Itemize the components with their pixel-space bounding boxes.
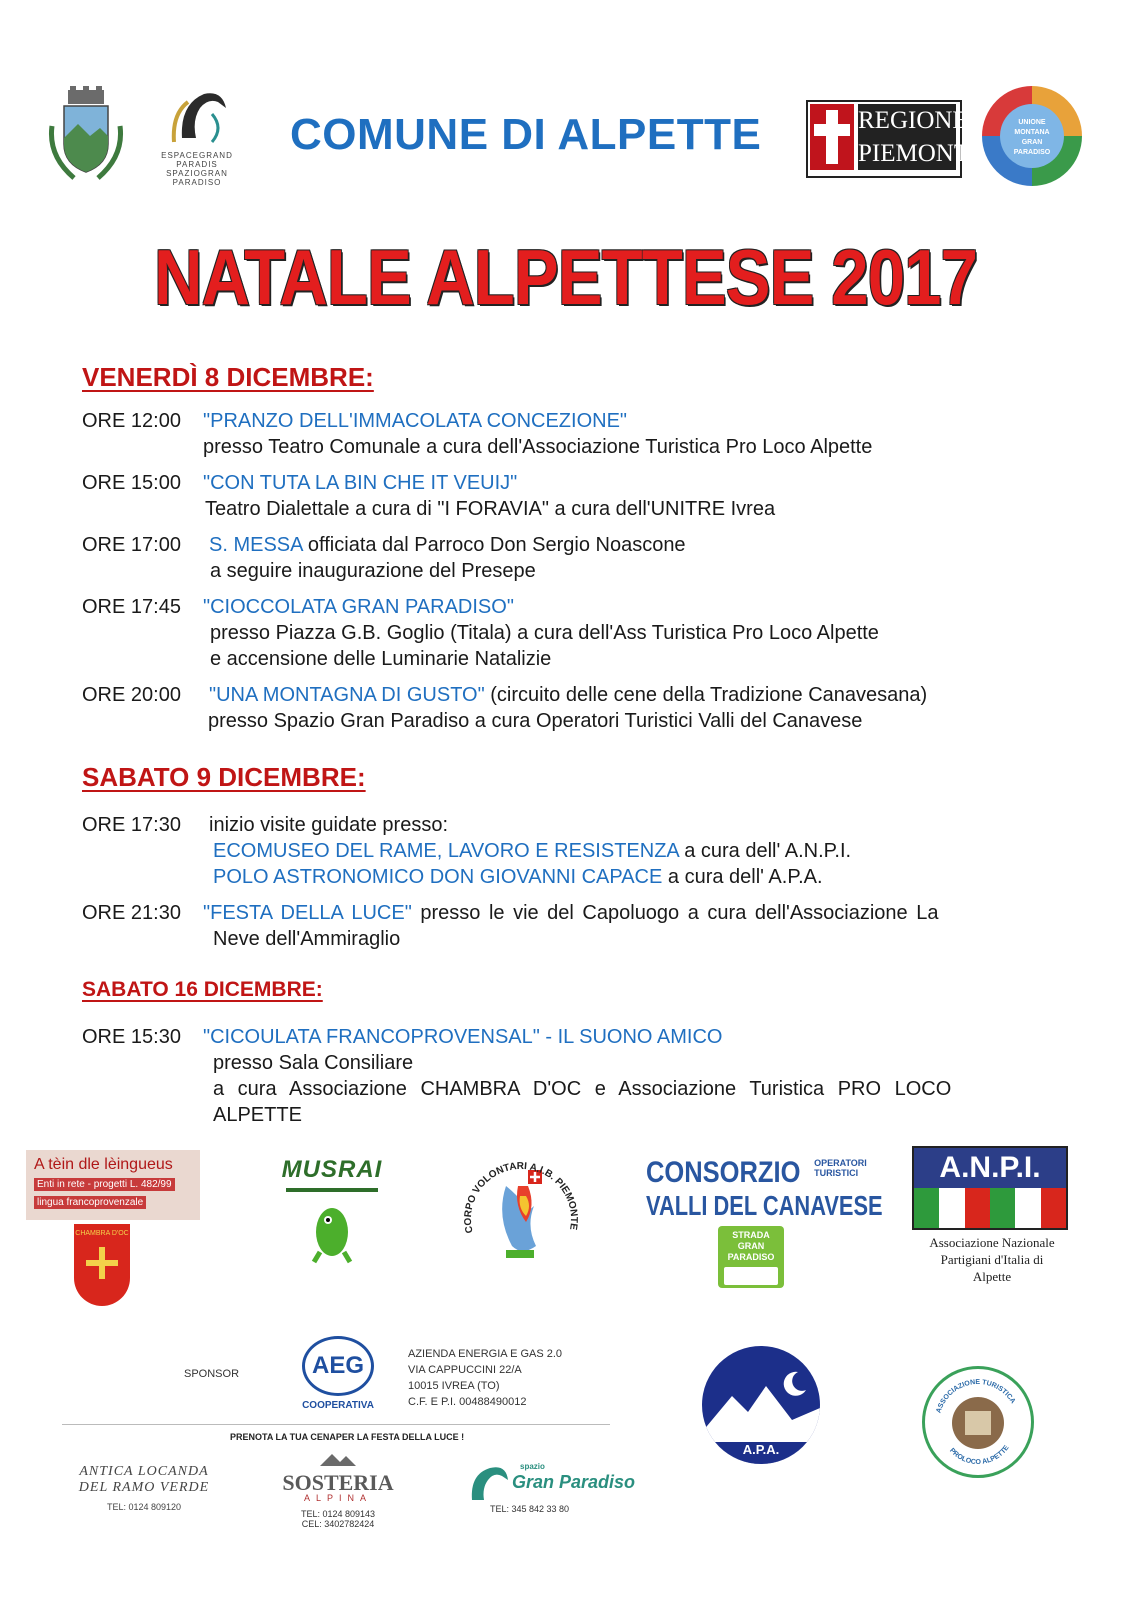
a-tein-sub1: Enti in rete - progetti L. 482/99 (34, 1178, 175, 1191)
ibex-icon (462, 1462, 516, 1502)
venue-name-2b: ALPINA (303, 1493, 372, 1503)
consorzio-big: CONSORZIO (646, 1156, 801, 1189)
place-line (213, 840, 851, 863)
musrai-logo (276, 1156, 388, 1274)
aeg-logo-text: AEG (302, 1336, 374, 1396)
musrai-creature-icon (276, 1196, 388, 1266)
event-detail: a seguire inaugurazione del Presepe (210, 560, 536, 582)
anpi-desc-1: Associazione Nazionale (929, 1235, 1055, 1250)
apa-label: A.P.A. (742, 1442, 780, 1457)
sponsor-info-4: C.F. E P.I. 00488490012 (408, 1396, 527, 1408)
place-suffix: a cura dell' A.P.A. (662, 866, 823, 888)
unione-line-2: MONTANA (1014, 129, 1050, 136)
occitan-cross-icon (82, 1243, 122, 1283)
a-tein-dle-leingueus-logo (26, 1150, 200, 1310)
consorzio-valli-canavese-logo (646, 1156, 883, 1292)
event-title-suffix: (circuito delle cene della Tradizione Canavesana) (484, 684, 928, 706)
event-title: "UNA MONTAGNA DI GUSTO" (209, 684, 485, 706)
apa-astronomy-logo (702, 1346, 820, 1464)
divider (62, 1424, 610, 1425)
consorzio-small-2: TURISTICI (814, 1168, 859, 1178)
consorzio-badge-3: PARADISO (727, 1252, 775, 1262)
day-heading-2: SABATO 9 DICEMBRE: (82, 762, 366, 792)
booking-note: PRENOTA LA TUA CENAPER LA FESTA DELLA LUCE ! (230, 1432, 465, 1442)
regione-line-1: REGIONE (858, 107, 968, 134)
consorzio-badge-2: GRAN (737, 1241, 765, 1251)
anpi-title: A.N.P.I. (914, 1148, 1066, 1188)
venue-name-3a: spazio (520, 1462, 545, 1471)
venue-cel-2: CEL: 3402782424 (301, 1519, 375, 1529)
place-name: POLO ASTRONOMICO DON GIOVANNI CAPACE (213, 866, 663, 888)
unione-line-4: PARADISO (1013, 149, 1051, 156)
main-title: NATALE ALPETTESE 2017 (153, 233, 978, 321)
event-title: "FESTA DELLA LUCE" (203, 902, 412, 924)
venue-name-1a: ANTICA LOCANDA (79, 1464, 209, 1479)
aeg-logo-sub: COOPERATIVA (302, 1400, 374, 1411)
event-title: "CIOCCOLATA GRAN PARADISO" (203, 596, 514, 618)
unione-line-3: GRAN (1021, 139, 1043, 146)
event-time: ORE 21:30 (82, 902, 181, 924)
event-intro: inizio visite guidate presso: (209, 814, 449, 836)
event-title-line (203, 902, 938, 925)
regione-piemonte-logo (806, 100, 985, 178)
espace-grand-paradis-logo (152, 84, 242, 187)
venue-tel-1: TEL: 0124 809120 (106, 1502, 182, 1512)
event-title-suffix: officiata dal Parroco Don Sergio Noascone (302, 534, 686, 556)
mountain-icon (318, 1450, 358, 1468)
day-heading-3: SABATO 16 DICEMBRE: (82, 978, 323, 1001)
event-detail: presso Piazza G.B. Goglio (Titala) a cura dell'Ass Turistica Pro Loco Alpette (210, 622, 879, 644)
antica-locanda-logo (60, 1464, 228, 1520)
espace-line-1: ESPACEGRAND (161, 151, 233, 160)
sponsor-label: SPONSOR (184, 1368, 240, 1380)
day-heading-1: VENERDÌ 8 DICEMBRE: (82, 362, 374, 392)
venue-name-2a: SOSTERIA (282, 1470, 394, 1495)
venue-tel-2: TEL: 0124 809143 (300, 1509, 376, 1519)
event-title: "CON TUTA LA BIN CHE IT VEUIJ" (203, 472, 518, 494)
corpo-volontari-aib-logo (456, 1146, 586, 1276)
comune-title: COMUNE DI ALPETTE (290, 110, 762, 159)
regione-line-2: PIEMONTE (858, 140, 985, 167)
anpi-desc-2: Partigiani d'Italia di (940, 1252, 1044, 1267)
espace-line-3: SPAZIOGRAN (166, 169, 228, 178)
venue-tel-3: TEL: 345 842 33 80 (490, 1504, 570, 1514)
event-time: ORE 15:30 (82, 1026, 181, 1048)
event-title-suffix: presso le vie del Capoluogo a cura dell'Associazione La (411, 902, 939, 924)
event-detail: Neve dell'Ammiraglio (213, 928, 401, 950)
a-tein-shield-text: CHAMBRA D'OC (75, 1230, 129, 1237)
aeg-cooperativa-logo (296, 1336, 380, 1414)
event-detail: presso Spazio Gran Paradiso a cura Operatori Turistici Valli del Canavese (208, 710, 863, 732)
place-line (213, 866, 823, 889)
unione-line-1: UNIONE (1018, 119, 1046, 126)
venue-name-3b: Gran Paradiso (512, 1472, 636, 1492)
place-name: ECOMUSEO DEL RAME, LAVORO E RESISTENZA (213, 840, 679, 862)
place-suffix: a cura dell' A.N.P.I. (678, 840, 852, 862)
unione-montana-logo (982, 86, 1082, 186)
sponsor-info-3: 10015 IVREA (TO) (408, 1380, 500, 1392)
event-time: ORE 20:00 (82, 684, 181, 706)
anpi-desc-3: Alpette (972, 1269, 1012, 1284)
event-time: ORE 15:00 (82, 472, 181, 494)
event-detail: e accensione delle Luminarie Natalizie (210, 648, 552, 670)
event-time: ORE 17:45 (82, 596, 181, 618)
proloco-alpette-logo (922, 1366, 1034, 1478)
aib-arc-text: CORPO VOLONTARI A.I.B. PIEMONTE (462, 1160, 580, 1235)
sponsor-info-2: VIA CAPPUCCINI 22/A (408, 1364, 522, 1376)
proloco-top-text: ASSOCIAZIONE TURISTICA (935, 1378, 1017, 1414)
osteria-alpina-logo (280, 1450, 396, 1534)
event-time: ORE 17:00 (82, 534, 181, 556)
event-detail: presso Teatro Comunale a cura dell'Associazione Turistica Pro Loco Alpette (203, 436, 873, 458)
event-title-line (209, 534, 686, 557)
proloco-bottom-text: PROLOCO ALPETTE (947, 1444, 1011, 1467)
event-detail: ALPETTE (213, 1104, 302, 1126)
sponsor-info-1: AZIENDA ENERGIA E GAS 2.0 (408, 1348, 563, 1360)
consorzio-small-1: OPERATORI (814, 1158, 867, 1168)
espace-line-2: PARADIS (176, 160, 218, 169)
event-detail: a cura Associazione CHAMBRA D'OC e Associazione Turistica PRO LOCO (213, 1078, 952, 1100)
anpi-logo (912, 1146, 1072, 1286)
venue-name-1b: DEL RAMO VERDE (78, 1480, 210, 1495)
event-time: ORE 17:30 (82, 814, 181, 836)
event-title: "PRANZO DELL'IMMACOLATA CONCEZIONE" (203, 410, 628, 432)
consorzio-badge-1: STRADA (732, 1230, 770, 1240)
consorzio-line-2: VALLI DEL CANAVESE (646, 1190, 883, 1221)
a-tein-sub2: lingua francoprovenzale (34, 1196, 146, 1209)
spazio-gran-paradiso-logo (462, 1462, 636, 1520)
espace-line-4: PARADISO (172, 178, 222, 187)
event-title-line (209, 684, 927, 707)
event-title: S. MESSA (209, 534, 303, 556)
musrai-name: MUSRAI (281, 1156, 383, 1183)
event-detail: Teatro Dialettale a cura di "I FORAVIA" a cura dell'UNITRE Ivrea (205, 498, 776, 520)
a-tein-title: A tèin dle lèingueus (34, 1156, 173, 1173)
event-detail: presso Sala Consiliare (213, 1052, 414, 1074)
event-time: ORE 12:00 (82, 410, 181, 432)
alpette-coat-of-arms-logo (44, 86, 128, 186)
event-title: "CICOULATA FRANCOPROVENSAL" - IL SUONO AMICO (203, 1026, 723, 1048)
